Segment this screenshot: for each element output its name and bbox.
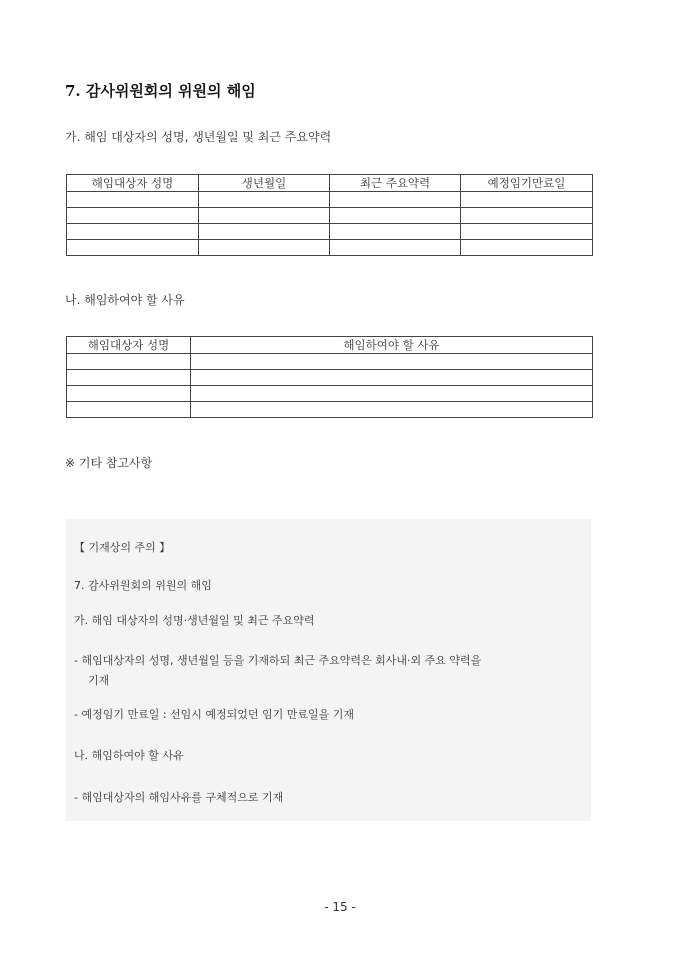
column-header-name: 해임대상자 성명 <box>67 175 199 192</box>
other-notes-heading: ※ 기타 참고사항 <box>65 456 153 470</box>
table-cell <box>330 224 461 240</box>
column-header-career: 최근 주요약력 <box>330 175 461 192</box>
table-cell <box>199 208 330 224</box>
table-row <box>67 370 593 386</box>
guide-line: 가. 해임 대상자의 성명·생년월일 및 최근 주요약력 <box>74 614 315 627</box>
table-cell <box>199 192 330 208</box>
table-cell <box>461 192 593 208</box>
table-cell <box>199 240 330 256</box>
table-cell <box>191 402 593 418</box>
table-cell <box>191 370 593 386</box>
table-row <box>67 402 593 418</box>
writing-guide-box <box>66 519 591 821</box>
page-number: - 15 - <box>324 900 356 914</box>
table-cell <box>67 386 191 402</box>
section-title: 7. 감사위원회의 위원의 해임 <box>65 82 256 100</box>
guide-line: - 예정임기 만료일 : 선임시 예정되었던 임기 만료일을 기재 <box>74 708 355 721</box>
guide-header: 【 기재상의 주의 】 <box>74 541 171 554</box>
column-header-reason: 해임하여야 할 사유 <box>191 337 593 354</box>
dismissal-info-table <box>66 174 593 256</box>
table-row <box>67 192 593 208</box>
table-header-row <box>67 175 593 192</box>
table-cell <box>191 354 593 370</box>
table-cell <box>199 224 330 240</box>
guide-line: 나. 해임하여야 할 사유 <box>74 749 184 762</box>
table-row <box>67 386 593 402</box>
table-cell <box>67 240 199 256</box>
table-cell <box>461 208 593 224</box>
table-cell <box>461 224 593 240</box>
table-cell <box>461 240 593 256</box>
column-header-name: 해임대상자 성명 <box>67 337 191 354</box>
table-cell <box>67 370 191 386</box>
table-row <box>67 224 593 240</box>
guide-line-continued: 기재 <box>88 674 110 687</box>
table-row <box>67 208 593 224</box>
column-header-birthdate: 생년월일 <box>199 175 330 192</box>
table-cell <box>67 402 191 418</box>
table-header-row <box>67 337 593 354</box>
guide-line: - 해임대상자의 해임사유를 구체적으로 기재 <box>74 791 284 804</box>
guide-paragraph <box>74 651 589 691</box>
table-row <box>67 240 593 256</box>
table-cell <box>67 354 191 370</box>
dismissal-reason-table <box>66 336 593 418</box>
guide-line: 7. 감사위원회의 위원의 해임 <box>74 579 212 592</box>
guide-line: - 해임대상자의 성명, 생년월일 등을 기재하되 최근 주요약력은 회사내·외 주요 약력을 <box>74 654 482 667</box>
table-cell <box>67 192 199 208</box>
column-header-term-end: 예정임기만료일 <box>461 175 593 192</box>
table-row <box>67 354 593 370</box>
table-cell <box>191 386 593 402</box>
table-cell <box>67 208 199 224</box>
subsection-a-heading: 가. 해임 대상자의 성명, 생년월일 및 최근 주요약력 <box>65 130 332 144</box>
table-cell <box>330 192 461 208</box>
subsection-b-heading: 나. 해임하여야 할 사유 <box>65 293 185 307</box>
table-cell <box>330 208 461 224</box>
table-cell <box>330 240 461 256</box>
table-cell <box>67 224 199 240</box>
